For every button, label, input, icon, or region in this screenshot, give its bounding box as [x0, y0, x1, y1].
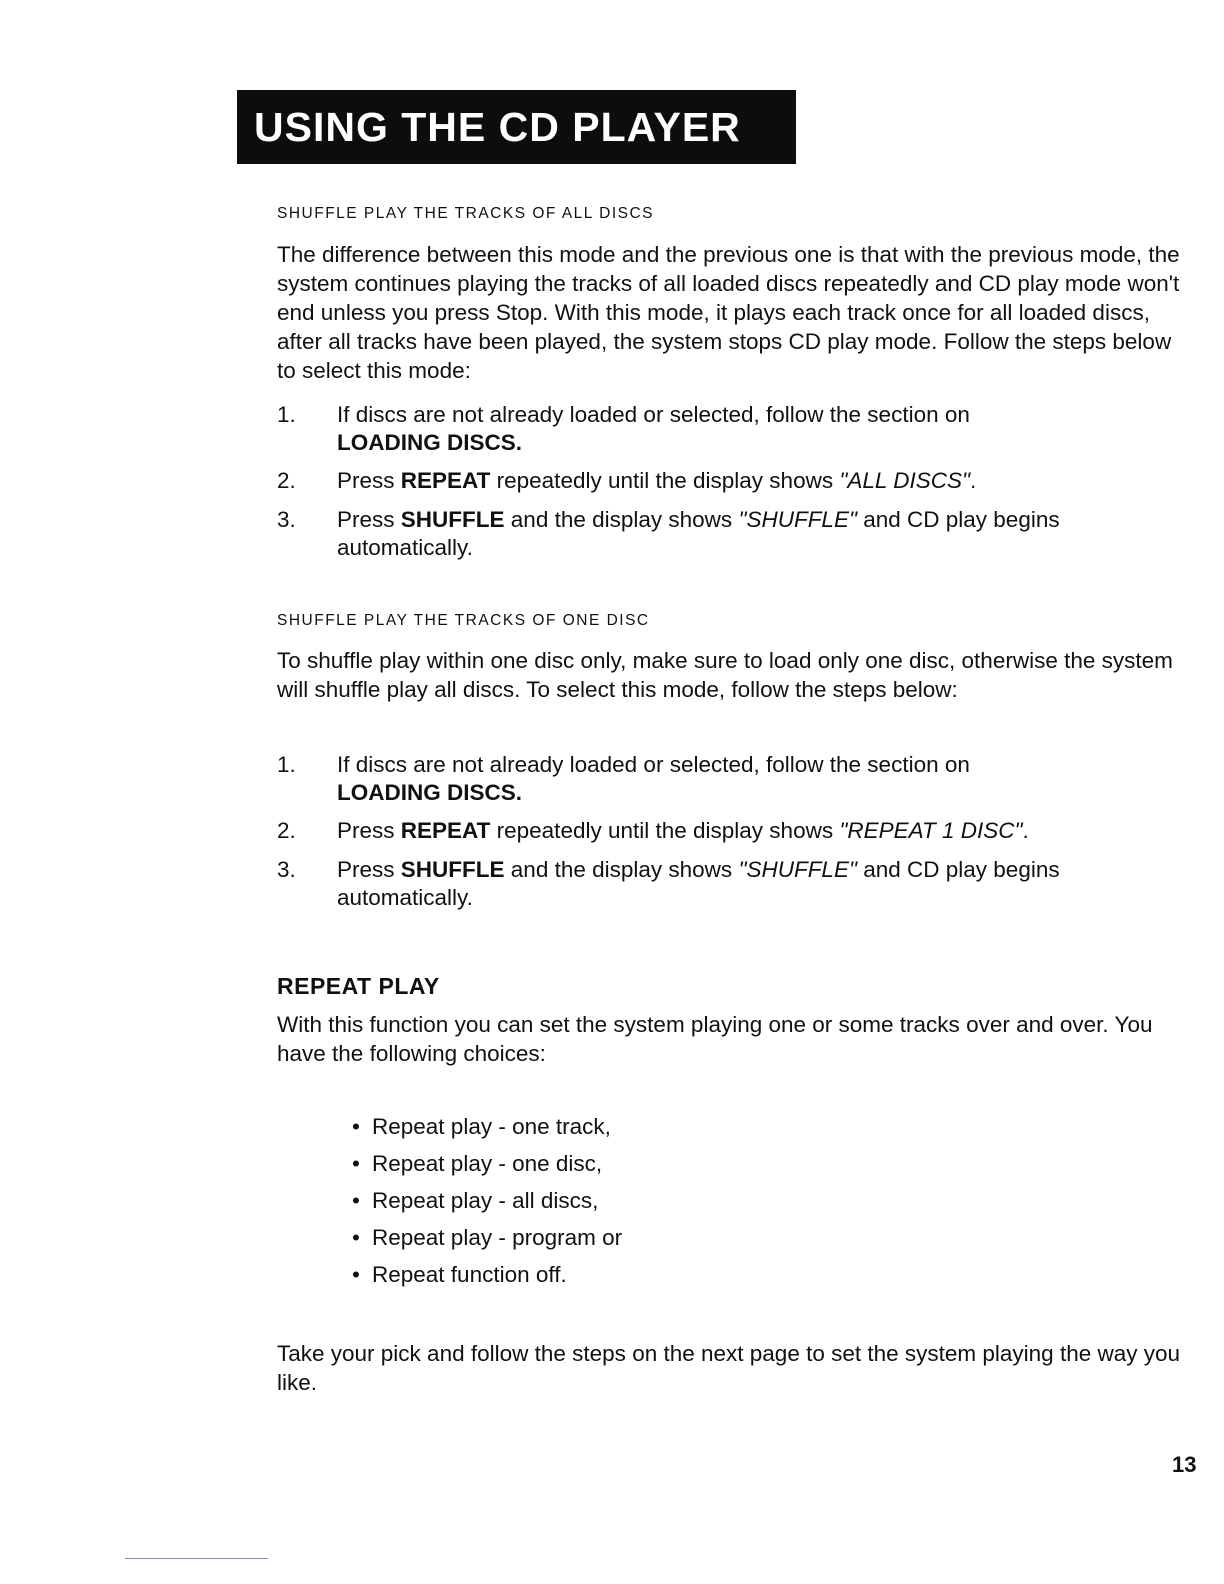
display-text: "ALL DISCS": [839, 468, 970, 493]
step-text: Press REPEAT repeatedly until the display shows "REPEAT 1 DISC".: [337, 818, 1029, 843]
step-text: If discs are not already loaded or selected, follow the section on LOADING DISCS.: [337, 752, 970, 805]
loading-discs-reference: LOADING DISCS.: [337, 430, 523, 455]
repeat-button-name: REPEAT: [400, 818, 491, 843]
bullet-icon: •: [352, 1151, 360, 1176]
shuffle-button-name: SHUFFLE: [400, 507, 505, 532]
list-item: • Repeat play - program or: [352, 1225, 623, 1250]
repeat-choices-list: [352, 1113, 622, 1298]
step-text: Press SHUFFLE and the display shows "SHUFFLE" and CD play begins automatically.: [337, 507, 1060, 560]
bullet-icon: •: [352, 1262, 360, 1287]
display-text: "REPEAT 1 DISC": [839, 818, 1023, 843]
step-text: Press SHUFFLE and the display shows "SHUFFLE" and CD play begins automatically.: [337, 857, 1060, 910]
repeat-button-name: REPEAT: [400, 468, 491, 493]
step-number: 2.: [277, 468, 296, 493]
footer-divider: [125, 1558, 268, 1559]
section-title-repeat-play: REPEAT PLAY: [277, 973, 440, 999]
shuffle-button-name: SHUFFLE: [400, 857, 505, 882]
step-text: Press REPEAT repeatedly until the display shows "ALL DISCS".: [337, 468, 977, 493]
paragraph-repeat-play: With this function you can set the system playing one or some tracks over and over. You have the following choices:: [277, 1012, 1153, 1066]
paragraph-closing: Take your pick and follow the steps on the next page to set the system playing the way you like.: [277, 1341, 1181, 1395]
bullet-icon: •: [352, 1188, 360, 1213]
step-number: 2.: [277, 818, 296, 843]
step-number: 1.: [277, 402, 296, 427]
display-text: "SHUFFLE": [738, 857, 857, 882]
subheading-shuffle-all-discs: SHUFFLE PLAY THE TRACKS OF ALL DISCS: [277, 205, 655, 222]
page-number: 13: [1172, 1452, 1197, 1477]
list-item: • Repeat function off.: [352, 1262, 567, 1287]
bullet-icon: •: [352, 1114, 360, 1139]
paragraph-shuffle-all-discs: The difference between this mode and the previous one is that with the previous mode, the system continues playing the tracks of all loaded discs repeatedly and CD play mode won't end unless you press Stop. With this mode, it plays each track once for all loaded discs, after all tracks have been played, the system stops CD play mode. Follow the steps below to select this mode:: [277, 242, 1180, 383]
chapter-title: USING THE CD PLAYER: [254, 103, 741, 150]
paragraph-shuffle-one-disc: To shuffle play within one disc only, make sure to load only one disc, otherwise the system will shuffle play all discs. To select this mode, follow the steps below:: [277, 648, 1173, 702]
list-item: • Repeat play - one track,: [352, 1114, 611, 1139]
subheading-shuffle-one-disc: SHUFFLE PLAY THE TRACKS OF ONE DISC: [277, 612, 650, 629]
step-number: 1.: [277, 752, 296, 777]
step-text: If discs are not already loaded or selected, follow the section on LOADING DISCS.: [337, 402, 970, 455]
step-number: 3.: [277, 507, 296, 532]
bullet-icon: •: [352, 1225, 360, 1250]
list-item: • Repeat play - all discs,: [352, 1188, 599, 1213]
chapter-title-banner: [237, 90, 796, 164]
list-item: • Repeat play - one disc,: [352, 1151, 603, 1176]
loading-discs-reference: LOADING DISCS.: [337, 780, 523, 805]
step-number: 3.: [277, 857, 296, 882]
display-text: "SHUFFLE": [738, 507, 857, 532]
